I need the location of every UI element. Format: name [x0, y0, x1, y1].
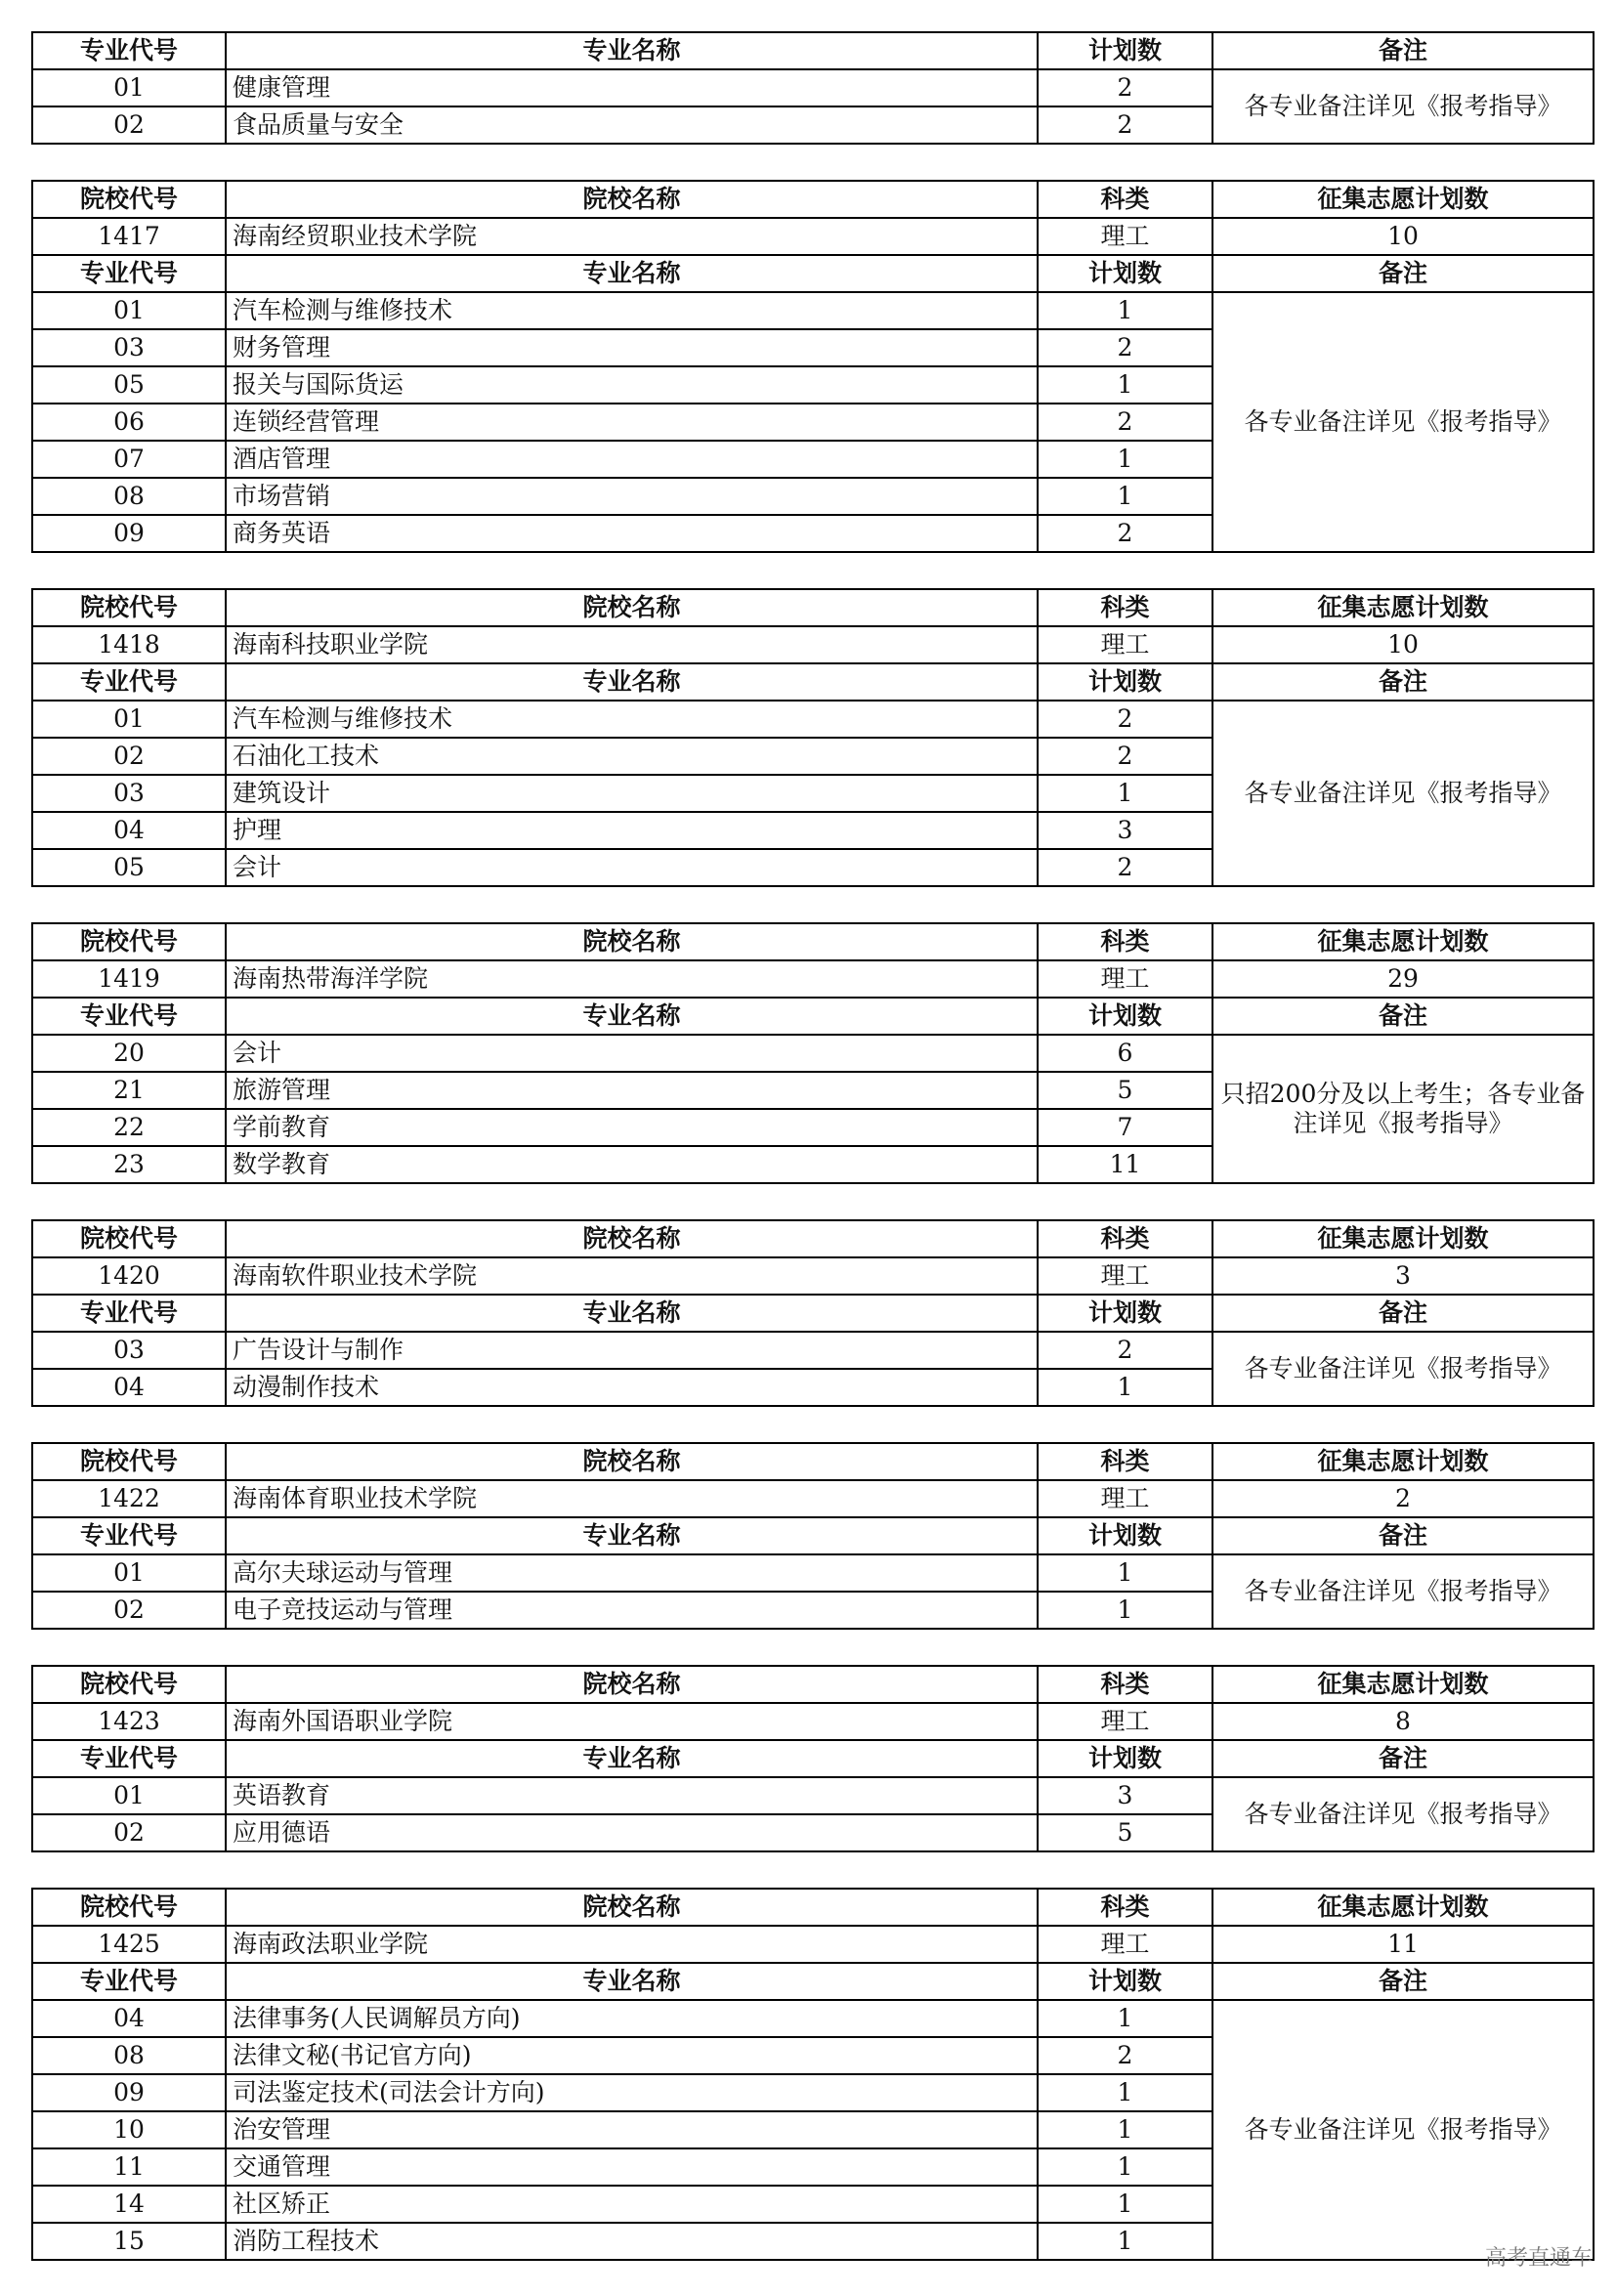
school-name: 海南热带海洋学院 [226, 960, 1038, 998]
school-name-header: 院校名称 [226, 589, 1038, 626]
major-code: 02 [32, 1814, 226, 1851]
school-code: 1423 [32, 1703, 226, 1740]
major-name: 报关与国际货运 [226, 366, 1038, 404]
school-row [32, 1480, 1594, 1517]
major-name-header: 专业名称 [226, 32, 1038, 69]
major-code: 03 [32, 329, 226, 366]
table-row [32, 1035, 1594, 1072]
major-plan: 5 [1038, 1814, 1212, 1851]
major-code: 02 [32, 106, 226, 144]
major-name: 汽车检测与维修技术 [226, 701, 1038, 738]
major-code: 01 [32, 701, 226, 738]
major-name: 建筑设计 [226, 775, 1038, 812]
enrollment-table [31, 1219, 1595, 1407]
major-code-header: 专业代号 [32, 1740, 226, 1777]
school-header-row [32, 1889, 1594, 1926]
major-name: 法律文秘(书记官方向) [226, 2037, 1038, 2074]
major-name: 应用德语 [226, 1814, 1038, 1851]
school-code-header: 院校代号 [32, 589, 226, 626]
school-category: 理工 [1038, 1926, 1212, 1963]
school-code-header: 院校代号 [32, 1443, 226, 1480]
remark-header: 备注 [1212, 1517, 1594, 1554]
school-quota: 29 [1212, 960, 1594, 998]
school-code-header: 院校代号 [32, 1220, 226, 1257]
major-code: 21 [32, 1072, 226, 1109]
school-row [32, 1703, 1594, 1740]
category-header: 科类 [1038, 1220, 1212, 1257]
major-plan: 3 [1038, 812, 1212, 849]
school-category: 理工 [1038, 626, 1212, 663]
major-code-header: 专业代号 [32, 1295, 226, 1332]
enrollment-table [31, 31, 1595, 145]
major-name: 电子竞技运动与管理 [226, 1592, 1038, 1629]
school-code: 1420 [32, 1257, 226, 1295]
major-plan: 2 [1038, 849, 1212, 886]
remark-header: 备注 [1212, 32, 1594, 69]
major-name: 高尔夫球运动与管理 [226, 1554, 1038, 1592]
school-code-header: 院校代号 [32, 181, 226, 218]
school-category: 理工 [1038, 1257, 1212, 1295]
major-plan: 1 [1038, 775, 1212, 812]
major-header-row [32, 1740, 1594, 1777]
major-name: 酒店管理 [226, 441, 1038, 478]
remark-header: 备注 [1212, 1295, 1594, 1332]
remark-header: 备注 [1212, 1963, 1594, 2000]
major-plan: 1 [1038, 1369, 1212, 1406]
major-name: 会计 [226, 849, 1038, 886]
major-plan: 2 [1038, 1332, 1212, 1369]
school-name-header: 院校名称 [226, 1889, 1038, 1926]
major-code: 23 [32, 1146, 226, 1183]
school-name-header: 院校名称 [226, 1666, 1038, 1703]
quota-header: 征集志愿计划数 [1212, 181, 1594, 218]
major-name: 司法鉴定技术(司法会计方向) [226, 2074, 1038, 2111]
school-code-header: 院校代号 [32, 923, 226, 960]
major-plan: 2 [1038, 69, 1212, 106]
major-plan: 1 [1038, 292, 1212, 329]
major-plan: 1 [1038, 2148, 1212, 2186]
school-row [32, 218, 1594, 255]
enrollment-table [31, 588, 1595, 887]
plan-header: 计划数 [1038, 1295, 1212, 1332]
enrollment-table [31, 1888, 1595, 2261]
major-name: 社区矫正 [226, 2186, 1038, 2223]
remark-cell: 各专业备注详见《报考指导》 [1212, 69, 1594, 144]
quota-header: 征集志愿计划数 [1212, 1889, 1594, 1926]
major-name: 食品质量与安全 [226, 106, 1038, 144]
school-header-row [32, 589, 1594, 626]
plan-header: 计划数 [1038, 1517, 1212, 1554]
major-code: 08 [32, 2037, 226, 2074]
major-name: 学前教育 [226, 1109, 1038, 1146]
major-code: 20 [32, 1035, 226, 1072]
major-name-header: 专业名称 [226, 255, 1038, 292]
school-name: 海南政法职业学院 [226, 1926, 1038, 1963]
enrollment-table [31, 180, 1595, 553]
major-name: 数学教育 [226, 1146, 1038, 1183]
major-plan: 2 [1038, 738, 1212, 775]
major-plan: 2 [1038, 2037, 1212, 2074]
school-quota: 11 [1212, 1926, 1594, 1963]
major-code: 09 [32, 2074, 226, 2111]
remark-header: 备注 [1212, 998, 1594, 1035]
major-plan: 6 [1038, 1035, 1212, 1072]
major-plan: 2 [1038, 106, 1212, 144]
major-name: 商务英语 [226, 515, 1038, 552]
school-quota: 10 [1212, 626, 1594, 663]
major-code-header: 专业代号 [32, 255, 226, 292]
remark-cell: 各专业备注详见《报考指导》 [1212, 1332, 1594, 1406]
major-plan: 1 [1038, 2000, 1212, 2037]
major-code: 14 [32, 2186, 226, 2223]
quota-header: 征集志愿计划数 [1212, 1220, 1594, 1257]
major-code-header: 专业代号 [32, 998, 226, 1035]
school-code-header: 院校代号 [32, 1666, 226, 1703]
major-name: 财务管理 [226, 329, 1038, 366]
major-name-header: 专业名称 [226, 1517, 1038, 1554]
school-header-row [32, 1443, 1594, 1480]
school-quota: 2 [1212, 1480, 1594, 1517]
major-code: 01 [32, 292, 226, 329]
major-code-header: 专业代号 [32, 32, 226, 69]
major-plan: 3 [1038, 1777, 1212, 1814]
major-code: 22 [32, 1109, 226, 1146]
school-code: 1418 [32, 626, 226, 663]
major-code: 03 [32, 775, 226, 812]
major-name: 治安管理 [226, 2111, 1038, 2148]
category-header: 科类 [1038, 1443, 1212, 1480]
major-plan: 1 [1038, 1554, 1212, 1592]
remark-cell: 只招200分及以上考生；各专业备注详见《报考指导》 [1212, 1035, 1594, 1183]
major-name-header: 专业名称 [226, 663, 1038, 701]
remark-cell: 各专业备注详见《报考指导》 [1212, 1554, 1594, 1629]
quota-header: 征集志愿计划数 [1212, 1443, 1594, 1480]
remark-cell: 各专业备注详见《报考指导》 [1212, 292, 1594, 552]
major-header-row [32, 998, 1594, 1035]
school-header-row [32, 181, 1594, 218]
major-code: 03 [32, 1332, 226, 1369]
quota-header: 征集志愿计划数 [1212, 589, 1594, 626]
school-code-header: 院校代号 [32, 1889, 226, 1926]
major-plan: 1 [1038, 2223, 1212, 2260]
school-category: 理工 [1038, 218, 1212, 255]
plan-header: 计划数 [1038, 1963, 1212, 2000]
major-plan: 1 [1038, 441, 1212, 478]
remark-cell: 各专业备注详见《报考指导》 [1212, 701, 1594, 886]
school-row [32, 626, 1594, 663]
major-name: 会计 [226, 1035, 1038, 1072]
major-plan: 2 [1038, 329, 1212, 366]
major-name: 英语教育 [226, 1777, 1038, 1814]
plan-header: 计划数 [1038, 663, 1212, 701]
major-code: 11 [32, 2148, 226, 2186]
major-plan: 5 [1038, 1072, 1212, 1109]
major-code: 09 [32, 515, 226, 552]
major-plan: 1 [1038, 1592, 1212, 1629]
school-row [32, 1926, 1594, 1963]
major-name: 法律事务(人民调解员方向) [226, 2000, 1038, 2037]
category-header: 科类 [1038, 1666, 1212, 1703]
major-name-header: 专业名称 [226, 1963, 1038, 2000]
table-row [32, 2000, 1594, 2037]
watermark: 高考直通车 [1484, 2246, 1593, 2271]
major-header-row [32, 1517, 1594, 1554]
major-header-row [32, 1295, 1594, 1332]
enrollment-table [31, 922, 1595, 1184]
major-name: 消防工程技术 [226, 2223, 1038, 2260]
major-code: 08 [32, 478, 226, 515]
major-code: 01 [32, 1777, 226, 1814]
major-code: 05 [32, 849, 226, 886]
school-header-row [32, 923, 1594, 960]
table-row [32, 1554, 1594, 1592]
school-header-row [32, 1220, 1594, 1257]
school-name: 海南软件职业技术学院 [226, 1257, 1038, 1295]
major-name: 连锁经营管理 [226, 404, 1038, 441]
major-name: 石油化工技术 [226, 738, 1038, 775]
plan-header: 计划数 [1038, 998, 1212, 1035]
major-name: 健康管理 [226, 69, 1038, 106]
school-name: 海南经贸职业技术学院 [226, 218, 1038, 255]
major-code-header: 专业代号 [32, 663, 226, 701]
school-code: 1425 [32, 1926, 226, 1963]
enrollment-table [31, 1665, 1595, 1852]
major-plan: 1 [1038, 2074, 1212, 2111]
major-name: 动漫制作技术 [226, 1369, 1038, 1406]
major-code: 02 [32, 738, 226, 775]
category-header: 科类 [1038, 589, 1212, 626]
major-name-header: 专业名称 [226, 1295, 1038, 1332]
major-code: 07 [32, 441, 226, 478]
remark-cell: 各专业备注详见《报考指导》 [1212, 2000, 1594, 2260]
remark-header: 备注 [1212, 663, 1594, 701]
school-header-row [32, 1666, 1594, 1703]
major-name: 交通管理 [226, 2148, 1038, 2186]
school-name: 海南体育职业技术学院 [226, 1480, 1038, 1517]
major-code: 01 [32, 69, 226, 106]
major-name: 市场营销 [226, 478, 1038, 515]
major-name: 护理 [226, 812, 1038, 849]
school-name-header: 院校名称 [226, 923, 1038, 960]
major-code: 10 [32, 2111, 226, 2148]
category-header: 科类 [1038, 1889, 1212, 1926]
remark-header: 备注 [1212, 1740, 1594, 1777]
major-plan: 1 [1038, 366, 1212, 404]
major-header-row [32, 32, 1594, 69]
major-code: 15 [32, 2223, 226, 2260]
major-code-header: 专业代号 [32, 1517, 226, 1554]
table-row [32, 292, 1594, 329]
major-plan: 1 [1038, 478, 1212, 515]
plan-header: 计划数 [1038, 32, 1212, 69]
major-header-row [32, 1963, 1594, 2000]
category-header: 科类 [1038, 923, 1212, 960]
table-row [32, 1777, 1594, 1814]
major-plan: 1 [1038, 2186, 1212, 2223]
school-name: 海南外国语职业学院 [226, 1703, 1038, 1740]
table-row [32, 701, 1594, 738]
category-header: 科类 [1038, 181, 1212, 218]
enrollment-table [31, 1442, 1595, 1630]
school-name: 海南科技职业学院 [226, 626, 1038, 663]
school-name-header: 院校名称 [226, 181, 1038, 218]
school-quota: 10 [1212, 218, 1594, 255]
major-code: 06 [32, 404, 226, 441]
remark-cell: 各专业备注详见《报考指导》 [1212, 1777, 1594, 1851]
table-row [32, 69, 1594, 106]
major-plan: 11 [1038, 1146, 1212, 1183]
plan-header: 计划数 [1038, 255, 1212, 292]
remark-header: 备注 [1212, 255, 1594, 292]
school-code: 1422 [32, 1480, 226, 1517]
school-category: 理工 [1038, 1480, 1212, 1517]
quota-header: 征集志愿计划数 [1212, 1666, 1594, 1703]
major-code: 02 [32, 1592, 226, 1629]
school-name-header: 院校名称 [226, 1220, 1038, 1257]
major-code: 04 [32, 812, 226, 849]
major-plan: 2 [1038, 404, 1212, 441]
major-plan: 1 [1038, 2111, 1212, 2148]
major-code: 05 [32, 366, 226, 404]
major-name: 广告设计与制作 [226, 1332, 1038, 1369]
major-name-header: 专业名称 [226, 1740, 1038, 1777]
school-code: 1417 [32, 218, 226, 255]
document-page [31, 31, 1593, 2296]
major-code-header: 专业代号 [32, 1963, 226, 2000]
school-quota: 3 [1212, 1257, 1594, 1295]
major-code: 04 [32, 2000, 226, 2037]
major-name: 旅游管理 [226, 1072, 1038, 1109]
table-row [32, 1332, 1594, 1369]
school-category: 理工 [1038, 960, 1212, 998]
major-name: 汽车检测与维修技术 [226, 292, 1038, 329]
major-code: 01 [32, 1554, 226, 1592]
school-row [32, 960, 1594, 998]
major-header-row [32, 255, 1594, 292]
major-header-row [32, 663, 1594, 701]
school-row [32, 1257, 1594, 1295]
school-name-header: 院校名称 [226, 1443, 1038, 1480]
major-code: 04 [32, 1369, 226, 1406]
plan-header: 计划数 [1038, 1740, 1212, 1777]
major-plan: 2 [1038, 701, 1212, 738]
major-plan: 7 [1038, 1109, 1212, 1146]
school-code: 1419 [32, 960, 226, 998]
school-quota: 8 [1212, 1703, 1594, 1740]
school-category: 理工 [1038, 1703, 1212, 1740]
major-name-header: 专业名称 [226, 998, 1038, 1035]
major-plan: 2 [1038, 515, 1212, 552]
quota-header: 征集志愿计划数 [1212, 923, 1594, 960]
